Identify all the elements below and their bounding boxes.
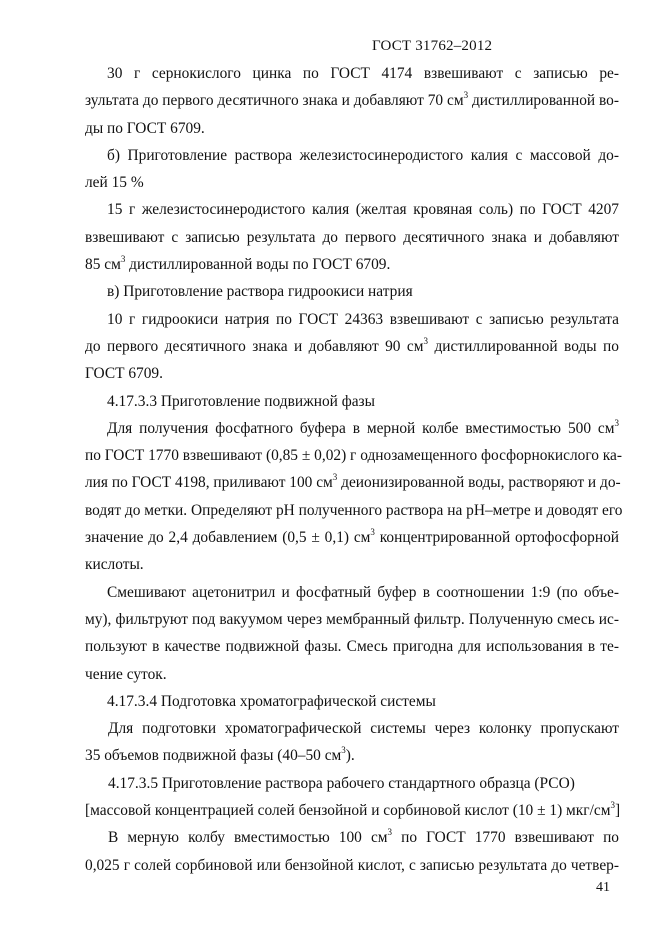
text-line: ГОСТ 6709. [85, 365, 163, 383]
text-line: Смешивают ацетонитрил и фосфатный буфер в соотношении 1:9 (по объе- [107, 583, 619, 601]
text-line: В мерную колбу вместимостью 100 $см^3$ по ГОСТ 1770 взвешивают по [108, 827, 619, 847]
text-line: значение до 2,4 добавлением (0,5 ± 0,1) $см^3$ концентрированной ортофосфорной [85, 527, 620, 547]
section-heading: 4.17.3.3 Приготовление подвижной фазы [107, 392, 375, 410]
text-line: 15 г железистосинеродистого калия (желтая кровяная соль) по ГОСТ 4207 [107, 201, 619, 219]
text-line: взвешивают с записью результата до первого десятичного знака и добавляют [85, 228, 619, 246]
text-line: лия по ГОСТ 4198, приливают 100 $см^3$ деионизированной воды, растворяют и до- [85, 472, 621, 492]
text-line: [массовой концентрацией солей бензойной и сорбиновой кислот (10 ± 1) мкг/$см^3$] [85, 800, 621, 820]
section-heading: в) Приготовление раствора гидроокиси натрия [107, 283, 413, 301]
section-heading: 4.17.3.4 Подготовка хроматографической системы [107, 692, 436, 710]
section-heading: 4.17.3.5 Приготовление раствора рабочего стандартного образца (РСО) [108, 774, 575, 792]
text-line: 35 объемов подвижной фазы (40–50 $см^3$). [85, 745, 355, 765]
text-line: Для подготовки хроматографической системы через колонку пропускают [108, 720, 619, 738]
text-line: 0,025 г солей сорбиновой или бензойной кислот, с записью результата до четвер- [85, 856, 619, 874]
text-line: чение суток. [85, 665, 167, 683]
page-number: 41 [596, 880, 610, 895]
text-line: кислоты. [85, 556, 144, 574]
text-line: б) Приготовление раствора железистосинеродистого калия с массовой до- [107, 146, 619, 164]
text-line: лей 15 % [85, 174, 144, 192]
text-line: водят до метки. Определяют pH полученного раствора на pH–метре и доводят его [85, 501, 623, 519]
text-line: му), фильтруют под вакуумом через мембранный фильтр. Полученную смесь ис- [85, 610, 619, 628]
text-line: по ГОСТ 1770 взвешивают (0,85 ± 0,02) г однозамещенного фосфорнокислого ка- [85, 447, 622, 465]
text-line: Для получения фосфатного буфера в мерной колбе вместимостью 500 $см^3$ [107, 417, 619, 437]
text-line: зультата до первого десятичного знака и добавляют 70 $см^3$ дистиллированной во- [85, 90, 619, 110]
document-body [85, 60, 623, 879]
document-header: ГОСТ 31762–2012 [372, 38, 493, 54]
text-line: 10 г гидроокиси натрия по ГОСТ 24363 взвешивают с записью результата [107, 310, 619, 328]
text-line: до первого десятичного знака и добавляют 90 $см^3$ дистиллированной воды по [85, 335, 619, 355]
text-line: 30 г сернокислого цинка по ГОСТ 4174 взвешивают с записью ре- [107, 65, 619, 82]
text-line: пользуют в качестве подвижной фазы. Смесь пригодна для использования в те- [85, 638, 619, 656]
text-line: 85 $см^3$ дистиллированной воды по ГОСТ 6709. [85, 254, 391, 274]
text-line: ды по ГОСТ 6709. [85, 119, 205, 137]
